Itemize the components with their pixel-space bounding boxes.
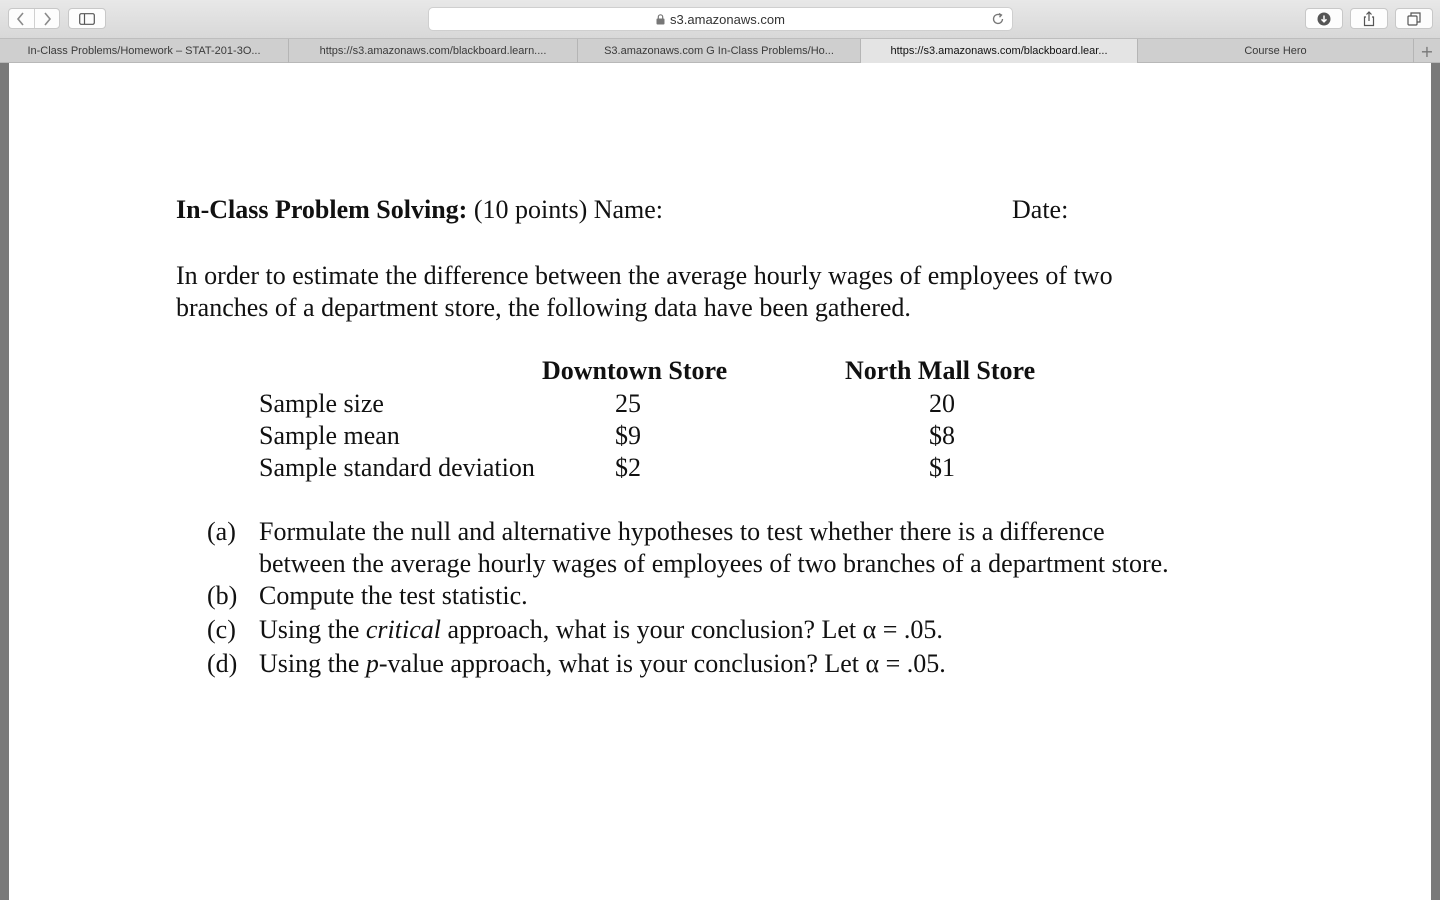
column-header-downtown: Downtown Store: [542, 356, 728, 385]
question-c-pre: Using the: [259, 615, 366, 644]
cell-northmall-size: 20: [929, 389, 955, 418]
question-a-marker: (a): [207, 517, 236, 546]
tab-label: In-Class Problems/Homework – STAT-201-3O...: [27, 45, 261, 57]
question-c-text: [259, 615, 943, 645]
title-rest: (10 points) Name:: [473, 195, 664, 224]
question-a-line-1: Formulate the null and alternative hypotheses to test whether there is a difference: [259, 517, 1105, 546]
tab-overview-button[interactable]: [1395, 8, 1433, 29]
chevron-right-icon: [42, 12, 52, 26]
question-d-post: -value approach, what is your conclusion? Let α = .05.: [378, 649, 946, 678]
row-label-sample-size: Sample size: [259, 389, 384, 418]
lock-icon: [656, 14, 665, 25]
tab-label: https://s3.amazonaws.com/blackboard.learn....: [319, 45, 547, 57]
question-d-text: [259, 649, 946, 679]
cell-downtown-mean: $9: [615, 421, 641, 450]
tab-1[interactable]: [0, 39, 289, 63]
chevron-left-icon: [16, 12, 26, 26]
question-d-marker: (d): [207, 649, 238, 678]
question-d-pre: Using the: [259, 649, 366, 678]
forward-button[interactable]: [34, 9, 59, 28]
question-c-post: approach, what is your conclusion? Let α = .05.: [440, 615, 943, 644]
tab-5[interactable]: [1138, 39, 1414, 63]
reload-icon[interactable]: [990, 11, 1006, 30]
tab-2[interactable]: [289, 39, 578, 63]
downloads-button[interactable]: [1305, 8, 1343, 29]
plus-icon: +: [1420, 41, 1434, 61]
column-header-north-mall: North Mall Store: [845, 356, 1036, 385]
row-label-sample-sd: Sample standard deviation: [259, 453, 535, 482]
tab-bar: [0, 38, 1440, 63]
question-c-italic: critical: [365, 615, 441, 644]
cell-downtown-sd: $2: [615, 453, 641, 482]
sidebar-toggle-button[interactable]: [68, 8, 106, 29]
cell-downtown-size: 25: [615, 389, 641, 418]
tab-3[interactable]: [578, 39, 861, 63]
question-b-text: Compute the test statistic.: [259, 581, 528, 610]
question-a-line-2: between the average hourly wages of employees of two branches of a department store.: [259, 549, 1169, 578]
download-icon: [1317, 12, 1331, 26]
question-c-marker: (c): [207, 615, 236, 644]
cell-northmall-sd: $1: [929, 453, 955, 482]
title-bold: In-Class Problem Solving:: [176, 195, 468, 224]
navigation-buttons: [8, 8, 60, 29]
page-title: [176, 195, 663, 225]
date-label: Date:: [1012, 195, 1069, 224]
row-label-sample-mean: Sample mean: [259, 421, 400, 450]
tab-label: S3.amazonaws.com G In-Class Problems/Ho...: [604, 45, 834, 57]
sidebar-icon: [79, 13, 95, 25]
intro-line-2: branches of a department store, the following data have been gathered.: [176, 293, 911, 322]
tab-4-active[interactable]: [861, 39, 1138, 63]
tab-label: Course Hero: [1244, 45, 1307, 57]
document-page: [9, 63, 1431, 900]
address-bar[interactable]: [428, 7, 1013, 31]
browser-toolbar: [0, 0, 1440, 38]
cell-northmall-mean: $8: [929, 421, 955, 450]
url-text: s3.amazonaws.com: [670, 11, 785, 27]
share-icon: [1362, 11, 1376, 27]
intro-line-1: In order to estimate the difference between the average hourly wages of employees of two: [176, 261, 1113, 290]
tabs-overview-icon: [1407, 12, 1421, 26]
question-d-italic: p: [365, 649, 379, 678]
question-b-marker: (b): [207, 581, 238, 610]
new-tab-button[interactable]: [1414, 39, 1440, 63]
back-button[interactable]: [9, 9, 34, 28]
share-button[interactable]: [1350, 8, 1388, 29]
tab-label: https://s3.amazonaws.com/blackboard.lear...: [890, 45, 1108, 57]
